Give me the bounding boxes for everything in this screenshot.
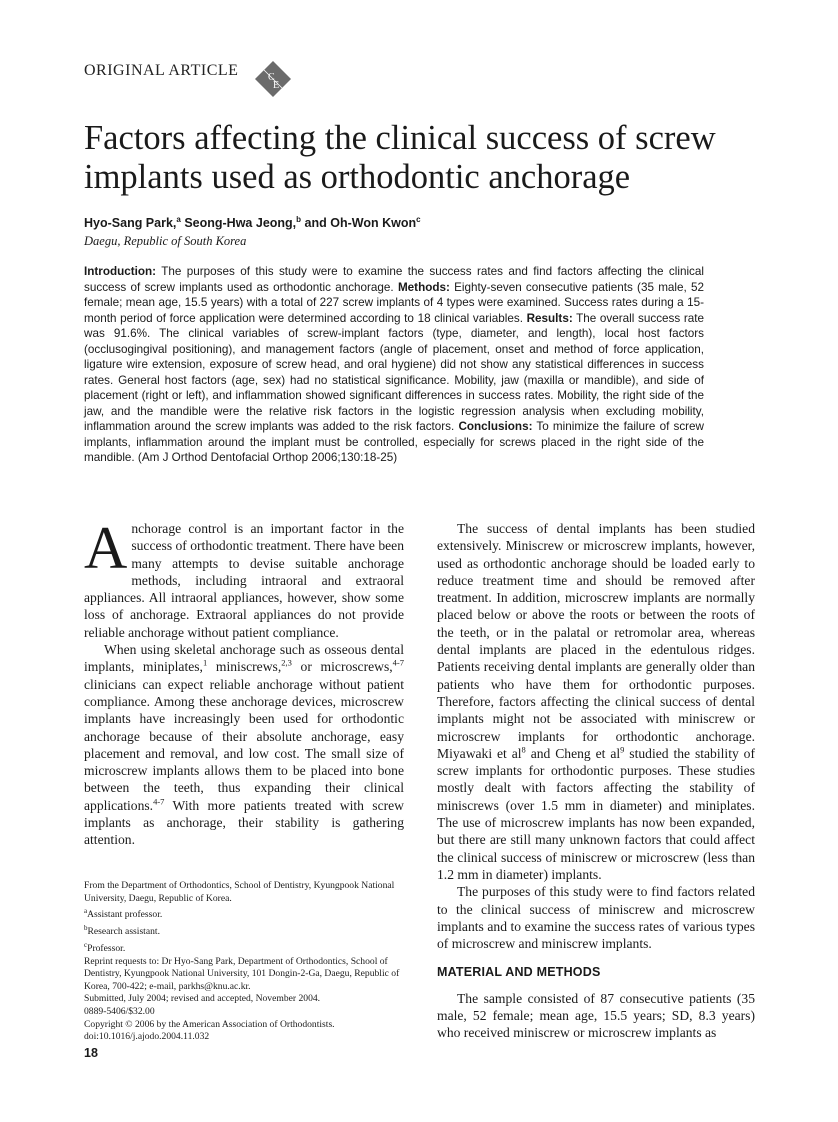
- footnote-role: [84, 939, 404, 956]
- author-superscript: b: [296, 215, 302, 224]
- author-name: Hyo-Sang Park,: [84, 216, 177, 231]
- author-superscript: c: [416, 215, 421, 224]
- paragraph-text: miniscrews,: [207, 659, 282, 675]
- abstract-intro-text: The purposes of this study were to examine the success rates and find factors affecting the clinical success of screw implants used as orthodontic anchorage.: [84, 265, 704, 294]
- abstract: [84, 264, 704, 466]
- abstract-results-text: The overall success rate was 91.6%. The clinical variables of screw-implant factors (type, diameter, and length), local host factors (occlusogingival positioning), and management factors (angle of placement, onset and method of force application, ligature wire extension, exposure of screw head, and oral hygiene) did not show any statistical differences in success rates. General host factors (age, sex) had no statistical significance. Mobility, jaw (maxilla or mandible), and side of placement (right or left), and inflammation showed significant differences in success rates. Mobility, the right side of the jaw, and the mandible were the relative risk factors in the logistic regression analysis when excluding mobility, inflammation around the screw implants was added to the risk factors.: [84, 311, 705, 433]
- right-column: [437, 520, 755, 1042]
- footnote-text: Professor.: [87, 942, 126, 954]
- footnote-doi[interactable]: doi:10.1016/j.ajodo.2004.11.032: [84, 1031, 210, 1043]
- citation-ref: 2,3: [281, 657, 292, 668]
- body-paragraph: [84, 515, 404, 641]
- author-affiliation: Daegu, Republic of South Korea: [84, 234, 247, 248]
- footnotes: [84, 880, 404, 1044]
- footnote-department: From the Department of Orthodontics, School of Dentistry, Kyungpook National University, Daegu, Republic of Korea.: [84, 880, 395, 904]
- body-paragraph: The sample consisted of 87 consecutive patients (35 male, 52 female; mean age, 15.5 years; SD, 8.3 years) who received miniscrew or microscrew implants as: [437, 990, 755, 1041]
- footnote-marker: b: [84, 923, 88, 932]
- citation-ref: 4-7: [392, 657, 404, 668]
- ce-badge-icon: [255, 61, 291, 97]
- abstract-methods-text: Eighty-seven consecutive patients (35 male, 52 female; mean age, 15.5 years) with a total of 227 screw implants of 4 types were examined. Success rates during a 15-month period of force application were determined according to 18 clinical variables.: [84, 280, 705, 325]
- footnote-marker: a: [84, 907, 88, 916]
- paragraph-text: nchorage control is an important factor in the success of orthodontic treatment. There have been many attempts to devise suitable anchorage methods, including intraoral and extraoral appliances. All intraoral appliances, however, show some loss of anchorage. Extraoral appliances do not provide reliable anchorage without patient compliance.: [84, 521, 404, 640]
- footnote-issn: 0889-5406/$32.00: [84, 1005, 155, 1017]
- abstract-results-label: Results:: [526, 311, 573, 325]
- author-list: [84, 215, 421, 230]
- left-column: [84, 515, 404, 849]
- paragraph-text: and Cheng et al: [525, 745, 621, 761]
- footnote-role: [84, 922, 404, 939]
- abstract-conclusions-label: Conclusions:: [458, 420, 533, 433]
- author-name: Seong-Hwa Jeong,: [184, 216, 297, 231]
- abstract-conclusions-text: To minimize the failure of screw implants, inflammation around the implant must be controlled, especially for screws placed in the right side of the mandible. (Am J Orthod Dentofacial Orthop 2006;130:18-25): [84, 420, 704, 464]
- paragraph-text: When using skeletal anchorage such as osseous dental implants, miniplates,: [84, 642, 404, 675]
- citation-ref: 4-7: [153, 796, 165, 807]
- body-paragraph: [437, 520, 755, 883]
- paragraph-text: With more patients treated with screw implants as anchorage, their stability is gathering attention.: [84, 797, 404, 848]
- abstract-intro-label: Introduction:: [84, 265, 157, 278]
- drop-cap: A: [84, 515, 128, 581]
- ce-badge-letter-e: E: [273, 80, 280, 91]
- author-name: Oh-Won Kwon: [330, 216, 417, 231]
- section-heading: MATERIAL AND METHODS: [437, 965, 601, 980]
- page-number: 18: [84, 1046, 98, 1060]
- body-paragraph: [84, 641, 404, 849]
- citation-ref: 9: [620, 744, 625, 755]
- paragraph-text: clinicians can expect reliable anchorage without patient compliance. Among these anchorage devices, microscrew implants have increasingly been used for orthodontic anchorage because of their absolute anchorage, easy placement and removal, and low cost. The small size of microscrew implants allows them to be placed into bone between the teeth, thus expanding their clinical applications.: [84, 676, 404, 813]
- footnote-role: [84, 905, 404, 922]
- paragraph-text: or microscrews,: [291, 659, 393, 675]
- citation-ref: 1: [202, 657, 208, 668]
- ce-badge-letter-c: C: [268, 72, 275, 83]
- section-label: ORIGINAL ARTICLE: [84, 62, 239, 79]
- paragraph-text: studied the stability of screw implants for orthodontic purposes. These studies mostly dealt with factors affecting the stability of miniscrews (over 1.5 mm in diameter) and miniplates. The use of microscrew implants has now been expanded, but there are still many unknown factors that could affect the clinical success of miniscrew or microscrew (less than 1.2 mm in diameter) implants.: [437, 745, 755, 882]
- footnote-text: Assistant professor.: [87, 909, 163, 921]
- author-superscript: a: [176, 215, 181, 224]
- footnote-text: Research assistant.: [87, 926, 160, 938]
- footnote-copyright: Copyright © 2006 by the American Association of Orthodontists.: [84, 1018, 335, 1030]
- footnote-reprint: Reprint requests to: Dr Hyo-Sang Park, Department of Orthodontics, School of Dentistry, Kyungpook National University, 101 Dongin-2-Ga, Daegu, Republic of Korea, 700-422; e-mail, parkhs@knu.ac.kr.: [84, 955, 400, 992]
- citation-ref: 8: [521, 744, 526, 755]
- footnote-submitted: Submitted, July 2004; revised and accepted, November 2004.: [84, 993, 321, 1005]
- author-conjunction: and: [304, 216, 327, 231]
- footnote-marker: c: [84, 940, 88, 949]
- body-paragraph: The purposes of this study were to find factors related to the clinical success of miniscrew and microscrew implants and to examine the success rates of various types of microscrew and miniscrew implants.: [437, 884, 755, 952]
- abstract-methods-label: Methods:: [397, 280, 450, 294]
- article-title: Factors affecting the clinical success of screw implants used as orthodontic anchorage: [84, 119, 716, 196]
- paragraph-text: The success of dental implants has been studied extensively. Miniscrew or microscrew implants, however, used as orthodontic anchorage should be loaded early to reduce treatment time and should be removed after treatment. In addition, microscrew implants are normally placed below or above the roots or between the roots of the teeth, or in the palatal or retromolar area, whereas dental implants are placed in the edentulous ridges. Patients receiving dental implants are generally older than patients who have them for orthodontic purposes. Therefore, factors affecting the clinical success of dental implants might not be associated with miniscrew or microscrew implants for orthodontic anchorage. Miyawaki et al: [437, 521, 755, 761]
